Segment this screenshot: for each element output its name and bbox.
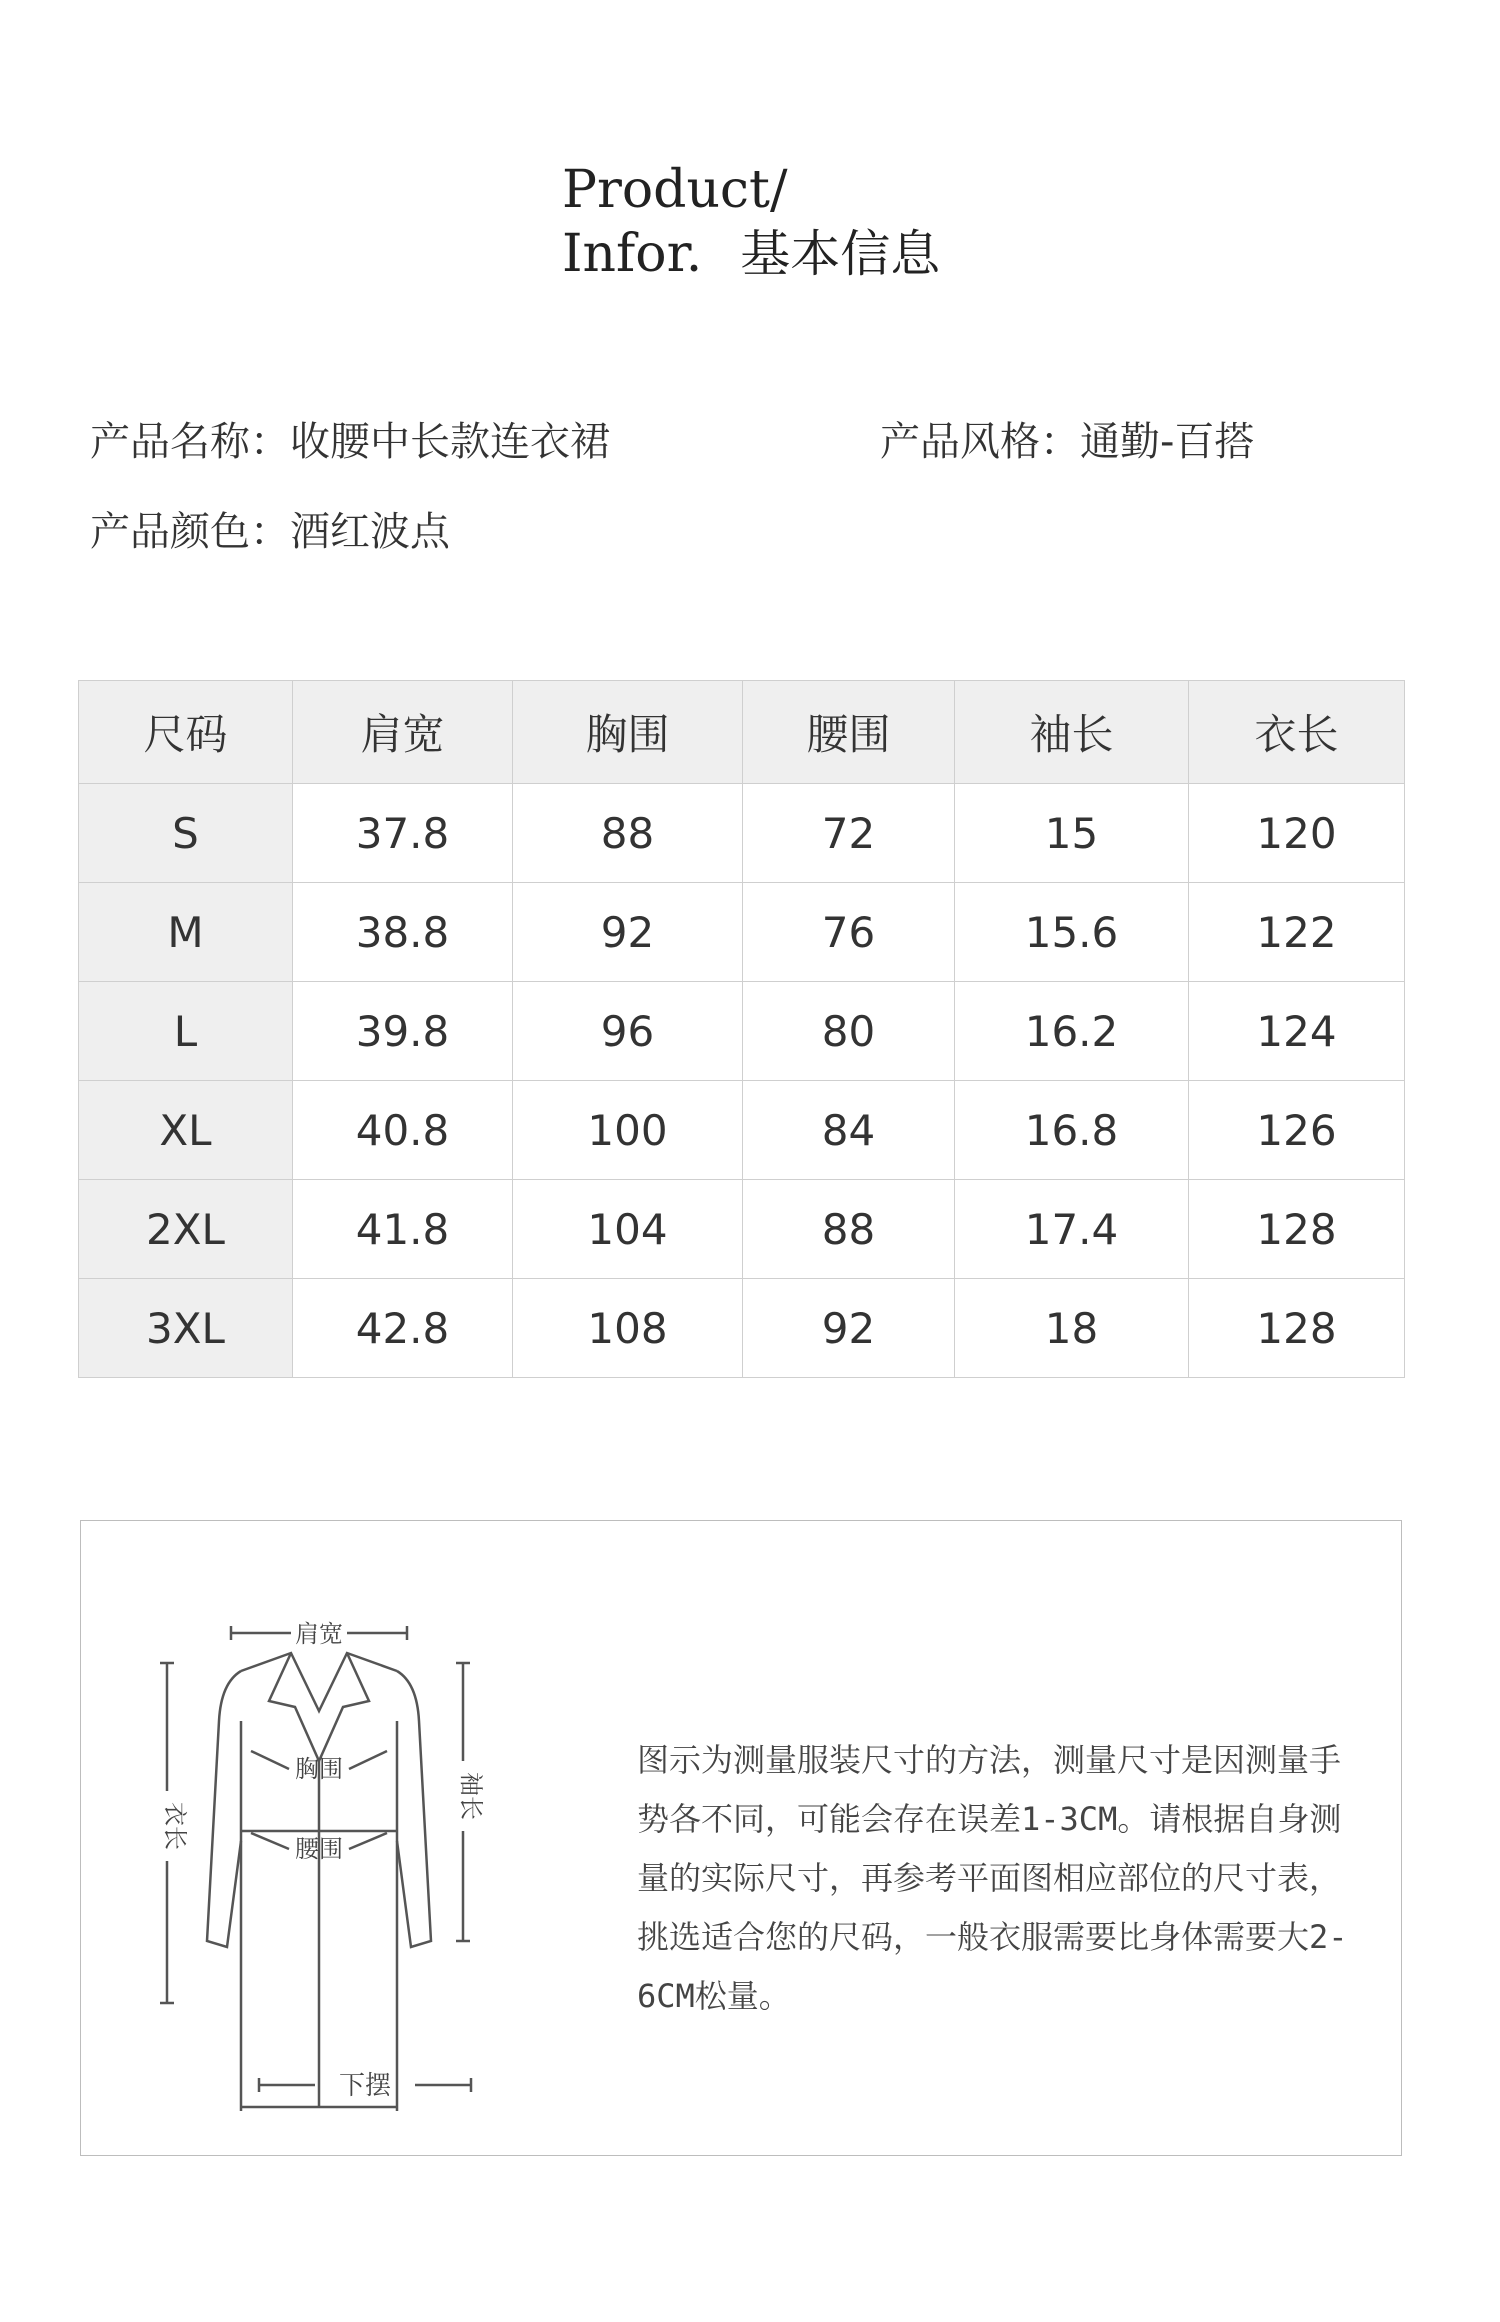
- product-color-row: [90, 500, 450, 557]
- label-waist: 腰围: [295, 1835, 343, 1863]
- header-chest: 胸围: [513, 681, 743, 784]
- product-style-label: 产品风格：: [880, 419, 1080, 465]
- cell-shoulder: 41.8: [293, 1180, 513, 1279]
- cell-chest: 104: [513, 1180, 743, 1279]
- product-name-label: 产品名称：: [90, 419, 290, 465]
- cell-sleeve: 15: [955, 784, 1189, 883]
- coat-outline: [207, 1653, 431, 2111]
- header-shoulder: 肩宽: [293, 681, 513, 784]
- size-table-header-row: [79, 681, 1405, 784]
- cell-length: 124: [1189, 982, 1405, 1081]
- product-color-value: 酒红波点: [290, 509, 450, 555]
- measurement-guide: [80, 1520, 1402, 2156]
- cell-shoulder: 38.8: [293, 883, 513, 982]
- cell-size: L: [79, 982, 293, 1081]
- header-waist: 腰围: [743, 681, 955, 784]
- header-sleeve: 袖长: [955, 681, 1189, 784]
- cell-sleeve: 16.2: [955, 982, 1189, 1081]
- table-row: [79, 784, 1405, 883]
- title-en-line2: Infor.: [562, 224, 703, 284]
- table-row: [79, 883, 1405, 982]
- cell-shoulder: 40.8: [293, 1081, 513, 1180]
- cell-sleeve: 15.6: [955, 883, 1189, 982]
- cell-shoulder: 37.8: [293, 784, 513, 883]
- hem-measure-row: [255, 2065, 475, 2105]
- table-row: [79, 1279, 1405, 1378]
- title-line2: [562, 222, 942, 286]
- label-chest: 胸围: [295, 1755, 343, 1783]
- cell-waist: 80: [743, 982, 955, 1081]
- cell-chest: 96: [513, 982, 743, 1081]
- cell-length: 128: [1189, 1180, 1405, 1279]
- cell-sleeve: 18: [955, 1279, 1189, 1378]
- cell-size: 2XL: [79, 1180, 293, 1279]
- cell-size: XL: [79, 1081, 293, 1180]
- cell-chest: 92: [513, 883, 743, 982]
- title-block: [562, 158, 942, 286]
- cell-waist: 88: [743, 1180, 955, 1279]
- cell-sleeve: 16.8: [955, 1081, 1189, 1180]
- cell-waist: 72: [743, 784, 955, 883]
- table-row: [79, 1081, 1405, 1180]
- cell-size: 3XL: [79, 1279, 293, 1378]
- title-cn: 基本信息: [738, 222, 942, 286]
- header-size: 尺码: [79, 681, 293, 784]
- cell-waist: 76: [743, 883, 955, 982]
- cell-sleeve: 17.4: [955, 1180, 1189, 1279]
- label-shoulder: 肩宽: [295, 1620, 343, 1648]
- cell-chest: 100: [513, 1081, 743, 1180]
- cell-shoulder: 39.8: [293, 982, 513, 1081]
- cell-chest: 108: [513, 1279, 743, 1378]
- label-hem: 下摆: [338, 2071, 392, 2101]
- cell-waist: 84: [743, 1081, 955, 1180]
- product-style-row: [880, 410, 1254, 467]
- guide-text: 图示为测量服装尺寸的方法，测量尺寸是因测量手势各不同，可能会存在误差1-3CM。请根据自身测量的实际尺寸，再参考平面图相应部位的尺寸表，挑选适合您的尺码，一般衣服需要比身体需要大2-6CM松量。: [637, 1741, 1348, 2015]
- label-sleeve: 袖长: [457, 1772, 485, 1820]
- cell-waist: 92: [743, 1279, 955, 1378]
- hem-measure-line: [255, 2065, 475, 2105]
- title-en-line1: Product/: [562, 160, 788, 220]
- cell-length: 126: [1189, 1081, 1405, 1180]
- garment-diagram: [141, 1611, 561, 2111]
- product-name-row: [90, 410, 610, 467]
- label-length: 衣长: [161, 1802, 189, 1850]
- cell-size: M: [79, 883, 293, 982]
- header-length: 衣长: [1189, 681, 1405, 784]
- cell-chest: 88: [513, 784, 743, 883]
- size-table: [78, 680, 1405, 1378]
- product-name-value: 收腰中长款连衣裙: [290, 419, 610, 465]
- cell-length: 120: [1189, 784, 1405, 883]
- product-color-label: 产品颜色：: [90, 509, 290, 555]
- cell-length: 122: [1189, 883, 1405, 982]
- cell-size: S: [79, 784, 293, 883]
- table-row: [79, 982, 1405, 1081]
- product-style-value: 通勤-百搭: [1080, 419, 1255, 465]
- table-row: [79, 1180, 1405, 1279]
- cell-length: 128: [1189, 1279, 1405, 1378]
- cell-shoulder: 42.8: [293, 1279, 513, 1378]
